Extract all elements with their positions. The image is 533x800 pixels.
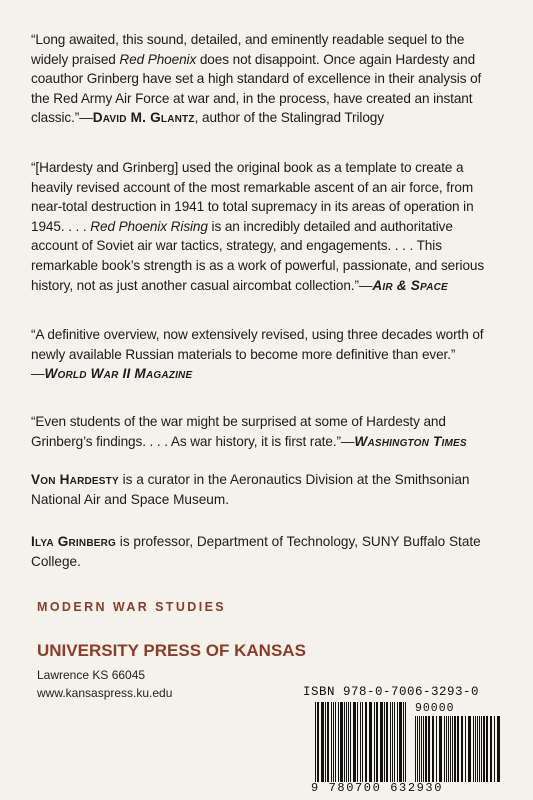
blurb-text: is an incredibly detailed and authoritative account of Soviet air war tactics, strategy, and engagements. . . . This remarkable book’s strength is as a work of powerful, passionate, and serious history, not as just another casual aircombat collection.”— xyxy=(31,218,485,293)
barcode-bar xyxy=(327,702,329,782)
author-name: Ilya Grinberg xyxy=(31,534,117,549)
barcode-bar xyxy=(384,702,385,782)
barcode-bar xyxy=(374,702,375,782)
barcode-bar xyxy=(380,702,383,782)
barcode-bar xyxy=(415,716,416,782)
barcode-bar xyxy=(350,702,351,782)
price-addon-bars xyxy=(415,716,500,782)
barcode-bar xyxy=(439,716,442,782)
barcode-bar xyxy=(461,716,463,782)
price-code: 90000 xyxy=(415,702,455,715)
barcode-bar xyxy=(483,716,485,782)
barcode-bar xyxy=(360,702,361,782)
barcode-bar xyxy=(477,716,478,782)
barcode-bar xyxy=(357,702,358,782)
barcode-bar xyxy=(421,716,422,782)
blurb-text: “Even students of the war might be surprised at some of Hardesty and Grinberg’s findings. . . . As war history, it is first rate.”— xyxy=(31,414,446,449)
barcode-bar xyxy=(369,702,372,782)
barcode-bar xyxy=(473,716,474,782)
barcode-bar xyxy=(486,716,488,782)
publisher-website: www.kansaspress.ku.edu xyxy=(37,686,173,700)
barcode-bar xyxy=(403,702,404,782)
barcode-bars xyxy=(303,685,509,795)
author-bio-grinberg xyxy=(31,532,501,571)
barcode-bar xyxy=(321,702,324,782)
barcode-bar xyxy=(465,716,466,782)
barcode-bar xyxy=(365,702,367,782)
series-name: MODERN WAR STUDIES xyxy=(37,600,227,614)
blurb-text: does not disappoint. Once again Hardesty and coauthor Grinberg have set a high standard of excellence in their analysis of the Red Army Air Force at war and, in the process, have created an instant classic.”— xyxy=(31,51,482,126)
blurb-air-and-space xyxy=(31,158,491,295)
barcode-bar xyxy=(450,716,451,782)
blurb-attribution-detail: , author of the Stalingrad Trilogy xyxy=(194,110,384,126)
barcode-bar xyxy=(348,702,349,782)
barcode-bar xyxy=(346,702,347,782)
barcode-digits: 9 780700 632930 xyxy=(311,781,444,795)
barcode-bar xyxy=(390,702,391,782)
barcode-bar xyxy=(335,702,336,782)
blurb-glantz xyxy=(31,30,491,128)
barcode-bar xyxy=(432,716,434,782)
barcode-bar xyxy=(353,702,356,782)
barcode-bar xyxy=(405,702,406,782)
isbn-label: ISBN 978-0-7006-3293-0 xyxy=(303,685,480,699)
barcode-bar xyxy=(457,716,459,782)
barcode-bar xyxy=(475,716,476,782)
barcode-bar xyxy=(436,716,437,782)
barcode-bar xyxy=(344,702,345,782)
blurb-text: “[Hardesty and Grinberg] used the original book as a template to create a heavily revised account of the most remarkable ascent of an air force, from near-total destruction in 1941 to total supremacy in its areas of operation in 1945. . . . xyxy=(31,160,474,234)
barcode-bar xyxy=(425,716,427,782)
isbn-barcode xyxy=(303,685,509,795)
author-bio-hardesty xyxy=(31,470,501,509)
blurb-world-war-ii-magazine xyxy=(31,325,491,384)
blurb-dash: — xyxy=(31,366,45,382)
blurb-text: “A definitive overview, now extensively revised, using three decades worth of newly available Russian materials to become more definitive than ever.” xyxy=(31,327,484,362)
barcode-bar xyxy=(338,702,339,782)
barcode-bar xyxy=(448,716,449,782)
barcode-bar xyxy=(452,716,453,782)
barcode-bar xyxy=(419,716,420,782)
barcode-bar xyxy=(497,716,500,782)
barcode-bar xyxy=(481,716,482,782)
barcode-bar xyxy=(468,716,471,782)
blurb-attribution: Washington Times xyxy=(354,433,467,449)
blurb-attribution: World War II Magazine xyxy=(44,366,193,382)
barcode-bar xyxy=(454,716,456,782)
publisher-city: Lawrence KS 66045 xyxy=(37,668,146,682)
barcode-bar xyxy=(446,716,447,782)
author-name: Von Hardesty xyxy=(31,472,119,487)
barcode-bar xyxy=(417,716,418,782)
barcode-bar xyxy=(423,716,424,782)
barcode-bar xyxy=(394,702,395,782)
publisher-name: UNIVERSITY PRESS OF KANSAS xyxy=(37,641,306,660)
barcode-bar xyxy=(428,716,430,782)
barcode-bar xyxy=(362,702,363,782)
blurb-book-title: Red Phoenix xyxy=(119,51,197,67)
barcode-bar xyxy=(331,702,332,782)
blurb-book-title: Red Phoenix Rising xyxy=(90,218,208,234)
barcode-bar xyxy=(444,716,445,782)
author-bio-text: is professor, Department of Technology, SUNY Buffalo State College. xyxy=(31,534,481,569)
barcode-bar xyxy=(315,702,316,782)
blurb-washington-times xyxy=(31,412,491,451)
barcode-bar xyxy=(392,702,393,782)
barcode-bar xyxy=(317,702,319,782)
ean-bars xyxy=(315,702,406,782)
barcode-bar xyxy=(494,716,495,782)
barcode-bar xyxy=(490,716,492,782)
blurb-attribution: David M. Glantz xyxy=(92,110,195,126)
barcode-bar xyxy=(479,716,480,782)
barcode-bar xyxy=(386,702,388,782)
blurb-attribution: Air & Space xyxy=(372,277,448,293)
barcode-bar xyxy=(340,702,343,782)
blurb-text: “Long awaited, this sound, detailed, and eminently readable sequel to the widely praised xyxy=(31,32,465,67)
barcode-bar xyxy=(333,702,334,782)
barcode-bar xyxy=(376,702,378,782)
barcode-bar xyxy=(399,702,402,782)
author-bio-text: is a curator in the Aeronautics Division at the Smithsonian National Air and Space Museum. xyxy=(31,472,470,507)
barcode-bar xyxy=(325,702,326,782)
barcode-bar xyxy=(397,702,398,782)
